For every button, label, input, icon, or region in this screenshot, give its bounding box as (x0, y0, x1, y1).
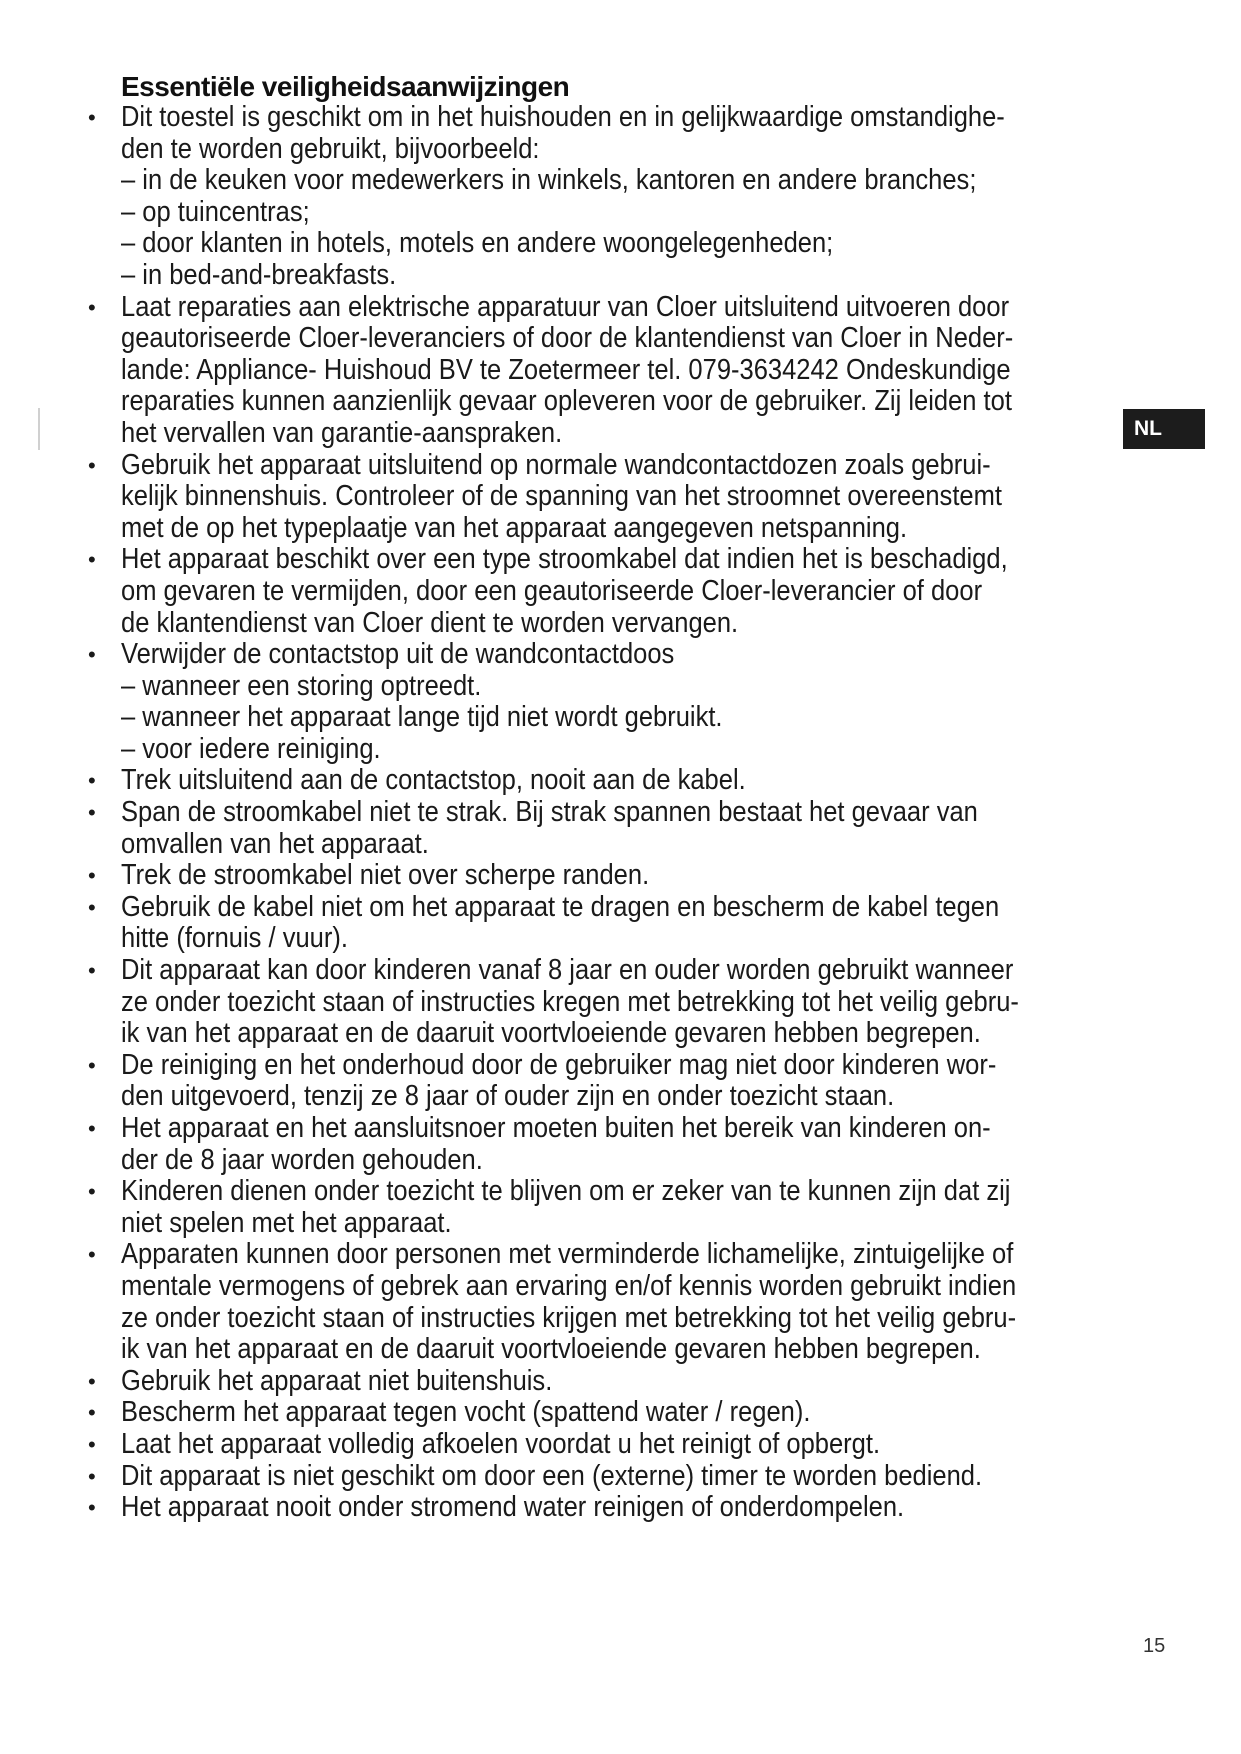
instruction-line: Laat reparaties aan elektrische apparatuur van Cloer uitsluitend uitvoeren door (121, 290, 1010, 323)
instruction-line: het vervallen van garantie-aanspraken. (121, 416, 563, 449)
instruction-line: lande: Appliance- Huishoud BV te Zoetermeer tel. 079-3634242 Ondeskundige (121, 353, 1011, 386)
instruction-line: Dit toestel is geschikt om in het huishouden en in gelijkwaardige omstandighe- (121, 101, 1005, 133)
safety-instruction-item (88, 1239, 1148, 1365)
instruction-line: hitte (fornuis / vuur). (121, 922, 348, 955)
safety-instruction-item (88, 1050, 1148, 1113)
instruction-line: Dit apparaat is niet geschikt om door een (externe) timer te worden bediend. (121, 1459, 983, 1492)
instruction-line: Laat het apparaat volledig afkoelen voordat u het reinigt of opbergt. (121, 1427, 881, 1460)
bullet-icon: • (88, 1179, 96, 1205)
safety-instruction-item (88, 1113, 1148, 1176)
page-number: 15 (1143, 1635, 1166, 1657)
instruction-line: reparaties kunnen aanzienlijk gevaar opleveren voor de gebruiker. Zij leiden tot (121, 385, 1012, 418)
instruction-line: – door klanten in hotels, motels en andere woongelegenheden; (121, 227, 834, 260)
instruction-line: ik van het apparaat en de daaruit voortvloeiende gevaren hebben begrepen. (121, 1017, 981, 1050)
language-tab: NL (1123, 409, 1205, 449)
instruction-line: de klantendienst van Cloer dient te worden vervangen. (121, 606, 739, 639)
instruction-line: Het apparaat nooit onder stromend water reinigen of onderdompelen. (121, 1491, 905, 1524)
instruction-line: kelijk binnenshuis. Controleer of de spanning van het stroomnet overeenstemt (121, 480, 1002, 513)
bullet-icon: • (88, 452, 96, 478)
bullet-icon: • (88, 1400, 96, 1426)
safety-instruction-item (88, 1397, 1148, 1429)
instruction-line: Span de stroomkabel niet te strak. Bij strak spannen bestaat het gevaar van (121, 796, 978, 829)
safety-instruction-item (88, 860, 1148, 892)
bullet-icon: • (88, 1463, 96, 1489)
instruction-line: Apparaten kunnen door personen met verminderde lichamelijke, zintuigelijke of (121, 1238, 1014, 1271)
document-body (88, 72, 1148, 1524)
instruction-line: Trek uitsluitend aan de contactstop, nooit aan de kabel. (121, 764, 746, 797)
safety-instruction-item (88, 292, 1148, 450)
instruction-line: Dit apparaat kan door kinderen vanaf 8 jaar en ouder worden gebruikt wanneer (121, 954, 1014, 987)
instruction-line: niet spelen met het apparaat. (121, 1206, 452, 1239)
safety-instruction-item (88, 797, 1148, 860)
safety-instruction-item (88, 1366, 1148, 1398)
safety-instruction-item (88, 102, 1148, 292)
bullet-icon: • (88, 1116, 96, 1141)
instruction-line: – in bed-and-breakfasts. (121, 258, 397, 291)
instruction-line: Het apparaat en het aansluitsnoer moeten buiten het bereik van kinderen on- (121, 1112, 991, 1144)
bullet-icon: • (88, 863, 96, 889)
bullet-icon: • (88, 1431, 96, 1457)
bullet-icon: • (88, 768, 96, 794)
instruction-line: Het apparaat beschikt over een type stroomkabel dat indien het is beschadigd, (121, 543, 1008, 576)
safety-instruction-item (88, 955, 1148, 1050)
bullet-icon: • (88, 1495, 96, 1521)
safety-instruction-item (88, 1429, 1148, 1461)
instruction-line: – wanneer een storing optreedt. (121, 669, 482, 702)
bullet-icon: • (88, 1052, 96, 1078)
safety-instruction-item (88, 544, 1148, 639)
instruction-line: omvallen van het apparaat. (121, 827, 429, 860)
instruction-line: – voor iedere reiniging. (121, 732, 381, 765)
safety-instruction-item (88, 639, 1148, 765)
instruction-line: ze onder toezicht staan of instructies kregen met betrekking tot het veilig gebru- (121, 985, 1019, 1018)
page-edge-mark (38, 408, 40, 450)
safety-instruction-item (88, 1492, 1148, 1524)
bullet-icon: • (88, 958, 96, 984)
bullet-icon: • (88, 800, 96, 826)
instruction-line: met de op het typeplaatje van het apparaat aangegeven netspanning. (121, 511, 908, 544)
instruction-line: – wanneer het apparaat lange tijd niet wordt gebruikt. (121, 701, 723, 734)
instruction-line: ze onder toezicht staan of instructies krijgen met betrekking tot het veilig gebru- (121, 1301, 1017, 1334)
bullet-icon: • (88, 1368, 96, 1394)
safety-instruction-item (88, 765, 1148, 797)
safety-instruction-item (88, 1461, 1148, 1493)
bullet-icon: • (88, 894, 96, 920)
instruction-line: geautoriseerde Cloer-leveranciers of door de klantendienst van Cloer in Neder- (121, 322, 1014, 355)
instruction-line: der de 8 jaar worden gehouden. (121, 1143, 483, 1176)
instruction-line: Bescherm het apparaat tegen vocht (spattend water / regen). (121, 1396, 811, 1429)
bullet-icon: • (88, 642, 96, 668)
instruction-line: Gebruik het apparaat uitsluitend op normale wandcontactdozen zoals gebrui- (121, 448, 991, 481)
instruction-line: Verwijder de contactstop uit de wandcontactdoos (121, 638, 675, 671)
bullet-icon: • (88, 105, 96, 130)
instruction-line: om gevaren te vermijden, door een geautoriseerde Cloer-leverancier of door (121, 574, 983, 607)
instruction-line: De reiniging en het onderhoud door de gebruiker mag niet door kinderen wor- (121, 1048, 997, 1081)
instruction-line: den te worden gebruikt, bijvoorbeeld: (121, 132, 540, 165)
instruction-line: den uitgevoerd, tenzij ze 8 jaar of ouder zijn en onder toezicht staan. (121, 1080, 895, 1113)
instruction-line: Kinderen dienen onder toezicht te blijven om er zeker van te kunnen zijn dat zij (121, 1175, 1011, 1208)
instruction-line: Trek de stroomkabel niet over scherpe randen. (121, 859, 650, 892)
instruction-line: Gebruik de kabel niet om het apparaat te dragen en bescherm de kabel tegen (121, 890, 1000, 923)
instruction-line: – in de keuken voor medewerkers in winkels, kantoren en andere branches; (121, 164, 977, 197)
bullet-icon: • (88, 547, 96, 573)
instruction-line: Gebruik het apparaat niet buitenshuis. (121, 1364, 553, 1397)
bullet-icon: • (88, 294, 96, 320)
safety-instruction-item (88, 1176, 1148, 1239)
safety-instruction-item (88, 892, 1148, 955)
safety-instruction-item (88, 450, 1148, 545)
safety-instructions-list (88, 102, 1148, 1524)
instruction-line: – op tuincentras; (121, 195, 310, 228)
bullet-icon: • (88, 1242, 96, 1268)
section-title: Essentiële veiligheidsaanwijzingen (121, 71, 570, 102)
instruction-line: mentale vermogens of gebrek aan ervaring en/of kennis worden gebruikt indien (121, 1269, 1017, 1302)
instruction-line: ik van het apparaat en de daaruit voortvloeiende gevaren hebben begrepen. (121, 1333, 981, 1366)
